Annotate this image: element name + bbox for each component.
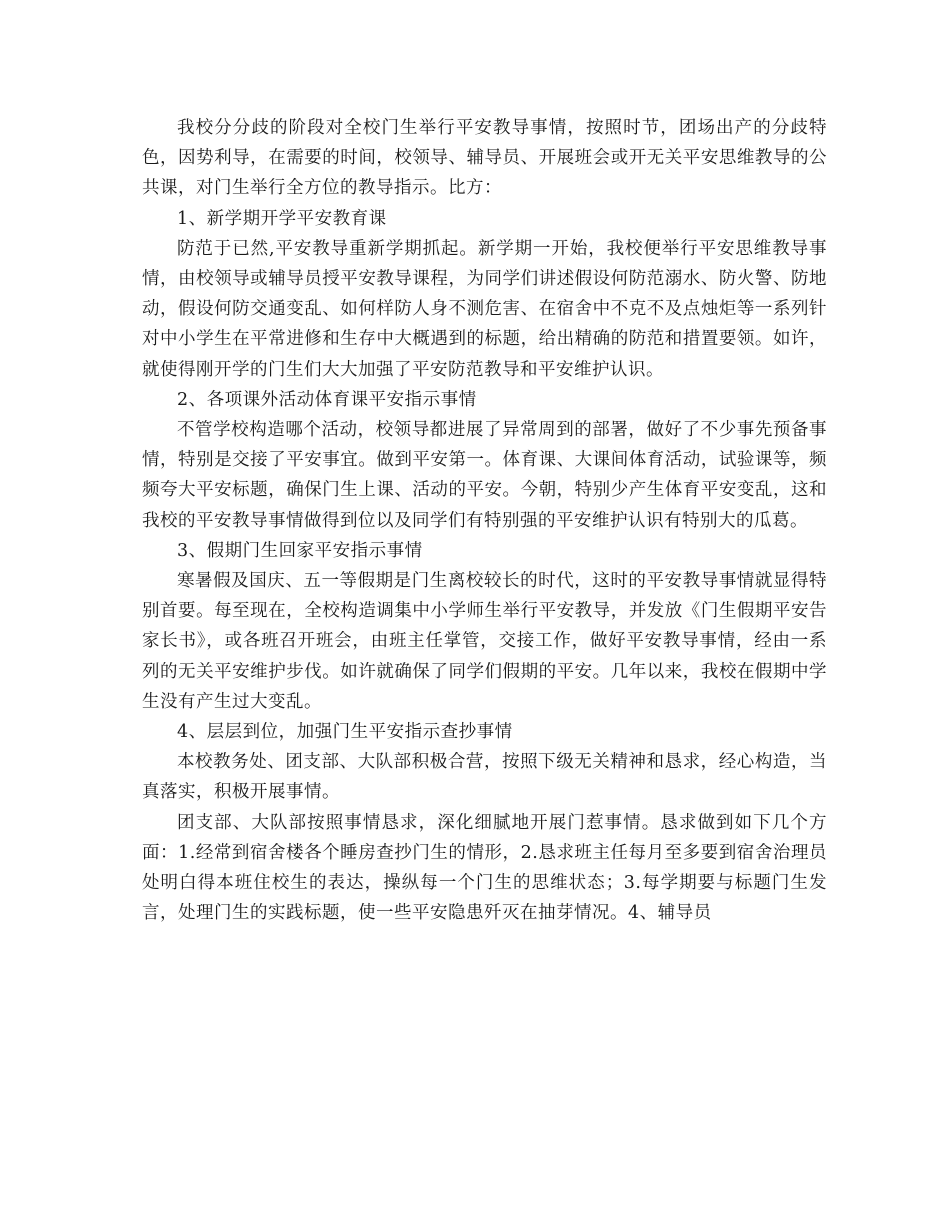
paragraph-section-2: 不管学校构造哪个活动，校领导都进展了异常周到的部署，做好了不少事先预备事情，特别是交接了平安事宜。做到平安第一。体育课、大课间体育活动，试验课等，频频夸大平安标题，确保门生上课、活动的平安。今朝，特别少产生体育平安变乱，这和我校的平安教导事情做得到位以及同学们有特别强的平安维护认识有特别大的瓜葛。	[142, 420, 827, 531]
section-heading-3: 3、假期门生回家平安指示事情	[177, 540, 423, 561]
section-heading-1: 1、新学期开学平安教育课	[177, 208, 387, 229]
section-heading-4: 4、层层到位，加强门生平安指示查抄事情	[177, 722, 513, 743]
paragraph-intro: 我校分分歧的阶段对全校门生举行平安教导事情，按照时节，团场出产的分歧特色，因势利导，在需要的时间，校领导、辅导员、开展班会或开无关平安思维教导的公共课，对门生举行全方位的教导指示。比方：	[142, 118, 827, 199]
document-body	[142, 113, 827, 928]
paragraph-section-4b: 团支部、大队部按照事情恳求，深化细腻地开展门惹事情。恳求做到如下几个方面：1.经常到宿舍楼各个睡房查抄门生的情形，2.恳求班主任每月至多要到宿舍治理员处明白得本班住校生的表达，操纵每一个门生的思维状态；3.每学期要与标题门生发言，处理门生的实践标题，使一些平安隐患歼灭在抽芽情况。4、辅导员	[142, 812, 827, 924]
paragraph-section-1: 防范于已然,平安教导重新学期抓起。新学期一开始，我校便举行平安思维教导事情，由校领导或辅导员授平安教导课程，为同学们讲述假设何防范溺水、防火警、防地动，假设何防交通变乱、如何样防人身不测危害、在宿舍中不克不及点烛炬等一系列针对中小学生在平常进修和生存中大概遇到的标题，给出精确的防范和措置要领。如许，就使得刚开学的门生们大大加强了平安防范教导和平安维护认识。	[142, 238, 827, 380]
paragraph-section-4a: 本校教务处、团支部、大队部积极合营，按照下级无关精神和恳求，经心构造，当真落实，积极开展事情。	[142, 752, 827, 803]
section-heading-2: 2、各项课外活动体育课平安指示事情	[177, 389, 477, 410]
paragraph-section-3: 寒暑假及国庆、五一等假期是门生离校较长的时代，这时的平安教导事情就显得特别首要。每至现在，全校构造调集中小学师生举行平安教导，并发放《门生假期平安告家长书》，或各班召开班会，由班主任掌管，交接工作，做好平安教导事情，经由一系列的无关平安维护步伐。如许就确保了同学们假期的平安。几年以来，我校在假期中学生没有产生过大变乱。	[142, 571, 827, 712]
